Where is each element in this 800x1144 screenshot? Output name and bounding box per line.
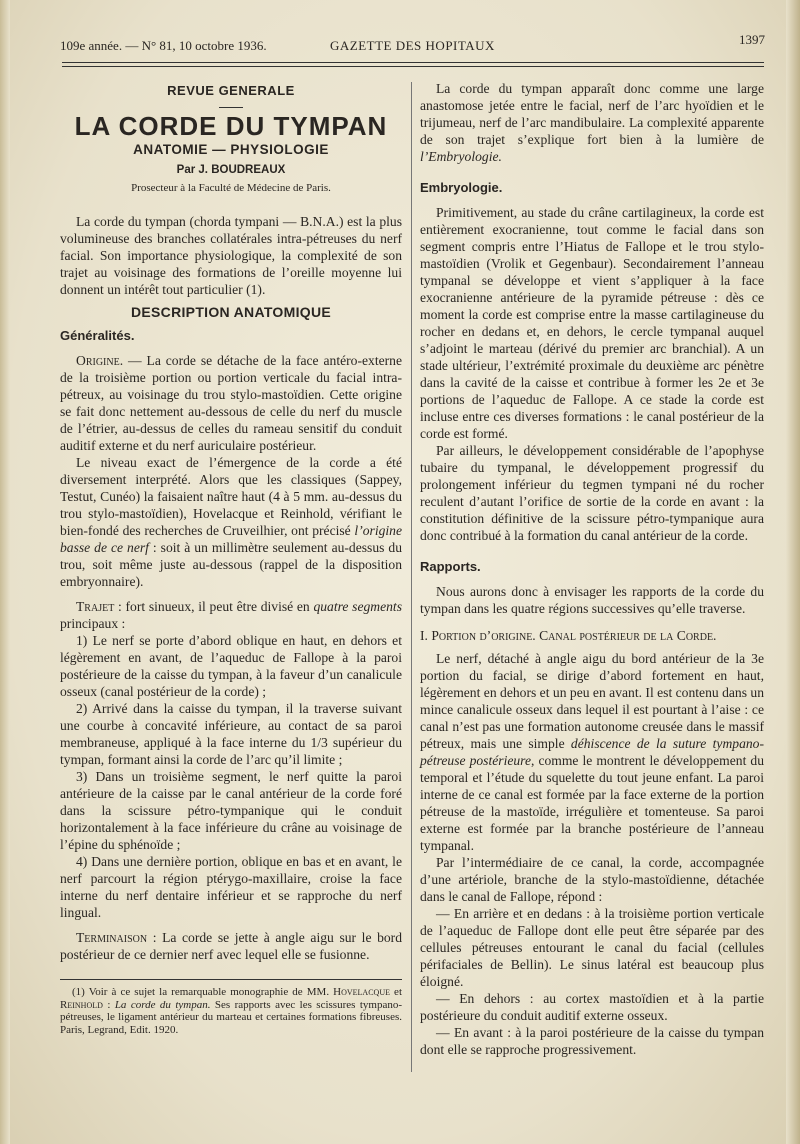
right-intro-italic: l’Embryologie. [420,149,502,164]
footnote-rule [60,979,402,980]
portion-heading: I. Portion d’origine. Canal postérieur de la Corde. [420,628,717,643]
article-title: LA CORDE DU TYMPAN [74,111,388,141]
terminaison-paragraph [60,929,402,963]
footnote-text-d: Ses rapports avec les scissures tympano-pétreuses, le ligament antérieur du marteau et certaines formations fibreuses. Paris, Legrand, Edit. 1920. [60,998,402,1036]
trajet-item-3: 3) Dans un troisième segment, le nerf quitte la paroi antérieure de la caisse par le canal antérieur de la corde foré dans la scissure pétro-tympanique qui le conduit horizontalement à la face inférieure du crâne au voisinage de l’épine du sphénoïde ; [60,769,402,852]
footnote-author-1: Hovelacque [333,986,390,998]
terminaison-text: : La corde se jette à angle aigu sur le bord postérieur de ce dernier nerf avec lequel elle se fusionne. [60,930,402,962]
trajet-item-1: 1) Le nerf se porte d’abord oblique en haut, en dehors et légèrement en avant, de l’aqueduc de Fallope à la paroi postérieure de la caisse du tympan, à la faveur d’un canalicule osseux (canal postérieur de la corde) ; [60,633,402,699]
footnote-text-a: (1) Voir à ce sujet la remarquable monographie de MM. [72,986,334,998]
trajet-text-a: : fort sinueux, il peut être divisé en [114,599,314,614]
subheading-rapports: Rapports. [420,559,481,574]
right-intro-text: La corde du tympan apparaît donc comme une large anastomose jetée entre le facial, nerf de l’arc hyoïdien et le trijumeau, nerf de l’arc mandibulaire. La complexité apparente de son trajet s’explique fort bien à la lumière de [420,81,764,147]
article-subtitle: ANATOMIE — PHYSIOLOGIE [133,142,329,157]
portion-paragraph-1 [420,650,764,854]
trajet-label: Trajet [76,599,115,614]
running-header [60,32,765,60]
portion-paragraph-2: Par l’intermédiaire de ce canal, la corde, accompagnée d’une artériole, branche de la stylo-mastoïdienne, détachée dans le canal de Fallope, répond : [420,855,764,904]
author-role: Prosecteur à la Faculté de Médecine de Paris. [131,182,331,194]
portion-paragraph-4: — En dehors : au cortex mastoïdien et à la partie postérieure du conduit auditif externe osseux. [420,991,764,1023]
terminaison-label: Terminaison [76,930,148,945]
left-column [60,80,402,1036]
embryologie-paragraph-1: Primitivement, au stade du crâne cartilagineux, la corde est entièrement exocranienne, tout comme le facial dans son segment compris entre l’Hiatus de Fallope et le trou stylo-mastoïdien (Vrolik et Gegenbaur). Secondairement l’anneau tympanal se développe et vient s’appliquer à la face exocranienne antérieure de la pyramide pétreuse : dès ce moment la corde est comprise entre la masse cartilagineuse du rocher en dedans et, en dehors, le cercle tympanal auquel s’adjoint le marteau (dérivé du premier arc branchial). A un stade ultérieur, l’extrémité proximale du deuxième arc pénètre dans la cavité de la caisse et contribue à former les 2e et 3e portions de l’aqueduc de Fallope. A ce stade la corde est incluse entre ces diverses formations : le canal postérieur de la corde est formé. [420,205,764,441]
niveau-text-b: : soit à un millimètre seulement au-dessus du trou, soit même juste au-dessous (rappel de la disposition embryonnaire). [60,540,402,589]
subheading-embryologie: Embryologie. [420,180,503,195]
header-rule [62,62,764,63]
short-rule [219,107,243,108]
issue-info: 109e année. — N° 81, 10 octobre 1936. [60,38,267,53]
portion-text-b: , comme le montrent le développement du temporal et l’étude du squelette du tout jeune enfant. La paroi interne de ce canal est formée par la face externe de la portion pétreuse de la mastoïde, irrégulière et tomenteuse. Sa paroi externe est formée par la branche postérieure de l’anneau tympanal. [420,753,764,853]
section-kicker: REVUE GENERALE [167,83,295,98]
page-edge-left [0,0,10,1144]
footnote [60,986,402,1036]
page-number: 1397 [739,32,765,47]
footnote-text-b: et [389,986,402,998]
header-rule-secondary [62,66,764,67]
trajet-italic: quatre segments [313,599,402,614]
embryologie-paragraph-2: Par ailleurs, le développement considérable de l’apophyse tubaire du tympanal, le développement progressif du prolongement inférieur du tegmen tympani né du rocher reculent d’autant l’orifice de sortie de la corde en avant : la constitution définitive de la scissure pétro-tympanique aura donc contribué à la formation du canal antérieur de la corde. [420,443,764,543]
niveau-paragraph [60,454,402,590]
page-edge-right [786,0,800,1144]
trajet-item-2: 2) Arrivé dans la caisse du tympan, il la traverse suivant une courbe à concavité inférieure, au contact de sa paroi membraneuse, appliqué à la face interne du 1/3 supérieur du tympan, formant ainsi la corde de l’arc qu’il limite ; [60,701,402,767]
niveau-italic: l’origine basse de ce nerf [60,523,402,555]
footnote-work-title: La corde du tympan. [114,998,211,1011]
trajet-item-4: 4) Dans une dernière portion, oblique en bas et en avant, le nerf parcourt la région ptérygo-maxillaire, croise la face interne du nerf dentaire inférieur et se rapproche du nerf lingual. [60,854,402,920]
author-line: Par J. BOUDREAUX [176,164,286,176]
trajet-text-b: principaux : [60,616,126,631]
portion-paragraph-5: — En avant : à la paroi postérieure de la caisse du tympan dont elle se rapproche progressivement. [420,1025,764,1057]
subheading-generalites: Généralités. [60,328,135,343]
origine-text: — La corde se détache de la face antéro-externe de la troisième portion ou portion verticale du facial intra-pétreux, au voisinage du trou stylo-mastoïdien. Cette origine se fait donc nettement au-dessous de celle du nerf du muscle de l’étrier, au-dessus de celles du rameau sensitif du conduit auditif externe et du nerf auriculaire postérieur. [60,353,402,453]
rapports-paragraph: Nous aurons donc à envisager les rapports de la corde du tympan dans les quatre régions successives qu’elle traverse. [420,584,764,616]
intro-paragraph: La corde du tympan (chorda tympani — B.N.A.) est la plus volumineuse des branches collatérales intra-pétreuses du nerf facial. Son importance physiologique, la complexité de son trajet au voisinage des formations de l’oreille moyenne lui donnent un intérêt tout particulier (1). [60,214,402,297]
journal-title: GAZETTE DES HOPITAUX [330,38,495,53]
origine-label: Origine. [76,353,124,368]
right-intro-paragraph [420,80,764,165]
footnote-author-2: Reinhold [60,998,103,1011]
portion-paragraph-3: — En arrière et en dedans : à la troisième portion verticale de l’aqueduc de Fallope dont elle peut être séparée par des cellules pétreuses entourant le canal du facial (cellules périfaciales de Bellin). Le sinus latéral est beaucoup plus éloigné. [420,906,764,989]
portion-text-a: Le nerf, détaché à angle aigu du bord antérieur de la 3e portion du facial, se dirige d’abord fortement en haut, légèrement en dehors et un peu en avant. Il est contenu dans un mince canalicule osseux dans lequel il est pourtant à l’aise : ce canal n’est pas une formation autonome creusée dans le massif pétreux, mais une simple [420,651,764,751]
right-column [420,80,764,1058]
portion-italic: déhiscence de la suture tympano-pétreuse postérieure [420,736,764,768]
niveau-text-a: Le niveau exact de l’émergence de la corde a été diversement interprété. Alors que les classiques (Sappey, Testut, Cunéo) la faisaient naître haut (4 à 5 mm. au-dessus du trou stylo-mastoïdien), Hovelacque et Reinhold, vérifiant le bien-fondé des recherches de Cruveilhier, ont précisé [60,455,402,538]
trajet-paragraph [60,598,402,632]
column-divider [411,82,412,1072]
origine-paragraph [60,352,402,454]
footnote-text-c: : [102,998,115,1011]
section-heading: DESCRIPTION ANATOMIQUE [130,304,332,320]
